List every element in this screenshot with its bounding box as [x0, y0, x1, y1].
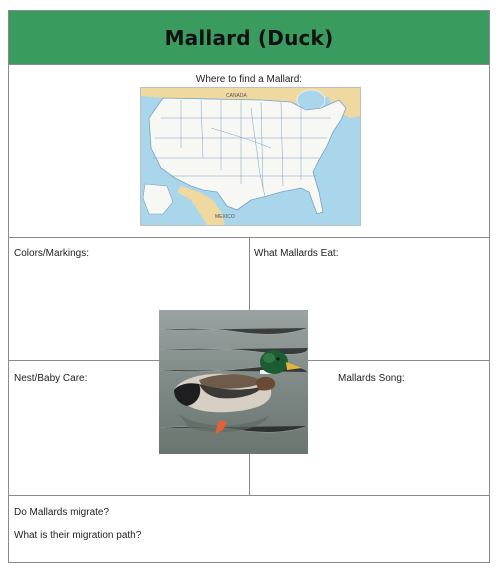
- us-map: [140, 87, 361, 226]
- mallard-photo: [159, 310, 308, 454]
- nest-baby-care-label: Nest/Baby Care:: [14, 373, 88, 384]
- map-label-mexico: MEXICO: [215, 214, 235, 220]
- migration-path-question: What is their migration path?: [14, 530, 142, 541]
- grid-divider-bottom: [9, 495, 489, 496]
- worksheet: [8, 10, 490, 563]
- what-mallards-eat-label: What Mallards Eat:: [254, 248, 339, 259]
- map-caption: Where to find a Mallard:: [195, 74, 303, 85]
- colors-markings-label: Colors/Markings:: [14, 248, 90, 259]
- page-title: Mallard (Duck): [164, 25, 334, 50]
- mallards-song-label: Mallards Song:: [338, 373, 405, 384]
- title-banner: [9, 11, 489, 65]
- us-map-image: [141, 88, 360, 225]
- map-section: [9, 65, 489, 238]
- migrate-question: Do Mallards migrate?: [14, 507, 110, 518]
- mallard-duck-image: [159, 310, 308, 454]
- map-label-canada: CANADA: [226, 93, 247, 99]
